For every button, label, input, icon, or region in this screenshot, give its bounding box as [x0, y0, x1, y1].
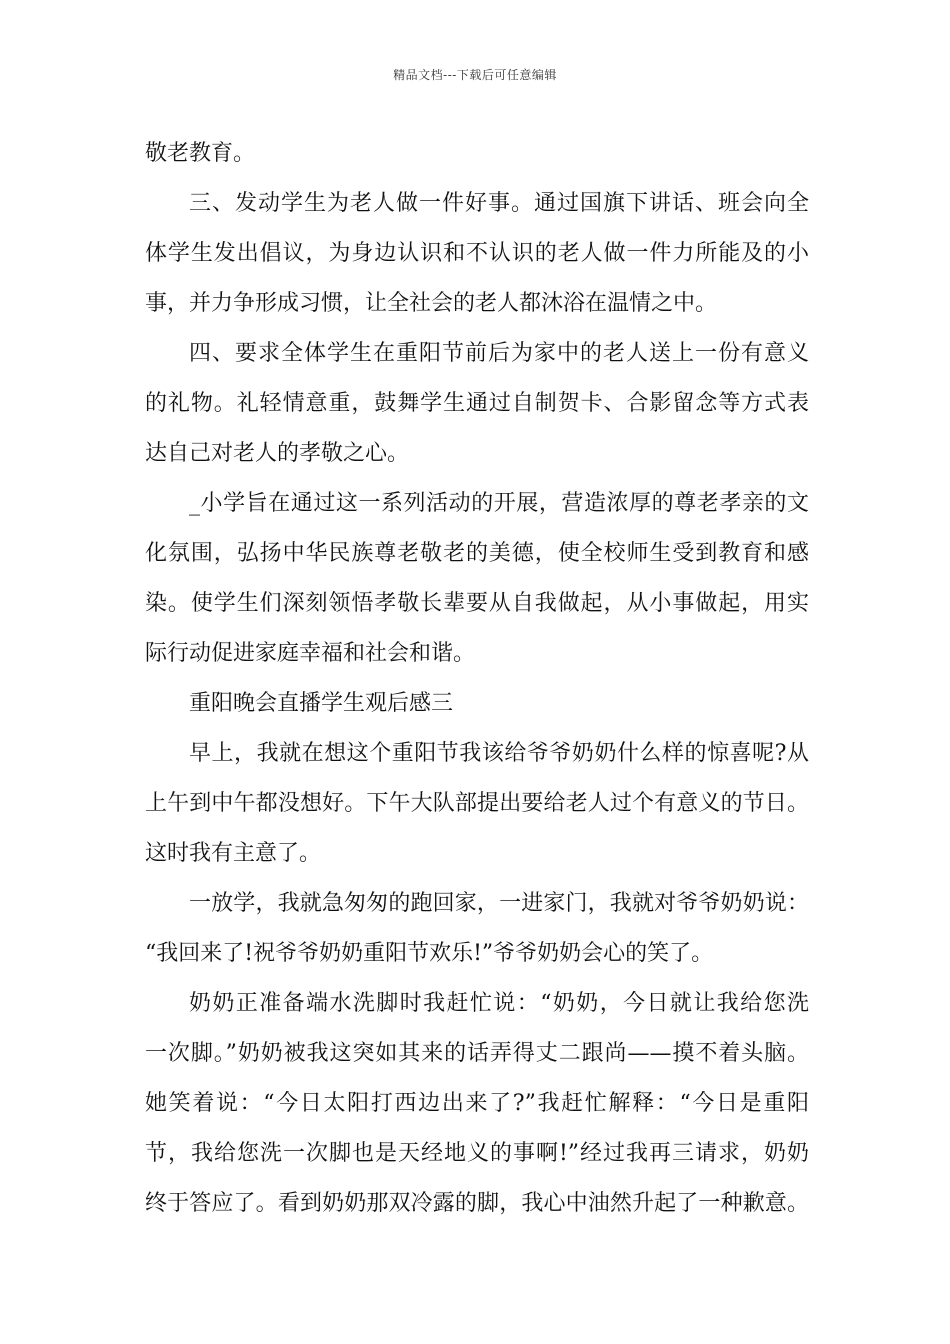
text-line: 终于答应了。看到奶奶那双冷露的脚，我心中油然升起了一种歉意。: [145, 1191, 809, 1216]
text-line: 的礼物。礼轻情意重，鼓舞学生通过自制贺卡、合影留念等方式表: [145, 391, 809, 416]
text-line: 奶奶正准备端水洗脚时我赶忙说：“奶奶，今日就让我给您洗: [189, 991, 809, 1016]
text-line: 体学生发出倡议，为身边认识和不认识的老人做一件力所能及的小: [145, 241, 809, 266]
text-line: 节，我给您洗一次脚也是天经地义的事啊!”经过我再三请求，奶奶: [145, 1141, 809, 1166]
text-line: 一放学，我就急匆匆的跑回家，一进家门，我就对爷爷奶奶说：: [189, 891, 809, 916]
text-line: 三、发动学生为老人做一件好事。通过国旗下讲话、班会向全: [189, 191, 809, 216]
text-line: 敬老教育。: [145, 141, 256, 166]
text-line: 上午到中午都没想好。下午大队部提出要给老人过个有意义的节日。: [145, 791, 809, 816]
text-line: 达自己对老人的孝敬之心。: [145, 441, 410, 466]
text-line: _小学旨在通过这一系列活动的开展，营造浓厚的尊老孝亲的文: [189, 491, 809, 516]
text-line: 染。使学生们深刻领悟孝敬长辈要从自我做起，从小事做起，用实: [145, 591, 809, 616]
text-line: 际行动促进家庭幸福和社会和谐。: [145, 641, 476, 666]
document-body: [145, 129, 809, 1229]
text-line: 化氛围，弘扬中华民族尊老敬老的美德，使全校师生受到教育和感: [145, 541, 809, 566]
text-line: 一次脚。”奶奶被我这突如其来的话弄得丈二跟尚——摸不着头脑。: [145, 1041, 809, 1066]
page-header: 精品文档---下载后可任意编辑: [393, 68, 557, 82]
text-line: 四、要求全体学生在重阳节前后为家中的老人送上一份有意义: [189, 341, 809, 366]
text-line: 她笑着说：“今日太阳打西边出来了?”我赶忙解释：“今日是重阳: [145, 1091, 809, 1116]
text-line: 这时我有主意了。: [145, 841, 322, 866]
text-line: 事，并力争形成习惯，让全社会的老人都沐浴在温情之中。: [145, 291, 718, 316]
text-line: 早上，我就在想这个重阳节我该给爷爷奶奶什么样的惊喜呢?从: [189, 741, 809, 766]
section-heading: 重阳晚会直播学生观后感三: [189, 691, 454, 716]
text-line: “我回来了!祝爷爷奶奶重阳节欢乐!”爷爷奶奶会心的笑了。: [145, 941, 714, 966]
